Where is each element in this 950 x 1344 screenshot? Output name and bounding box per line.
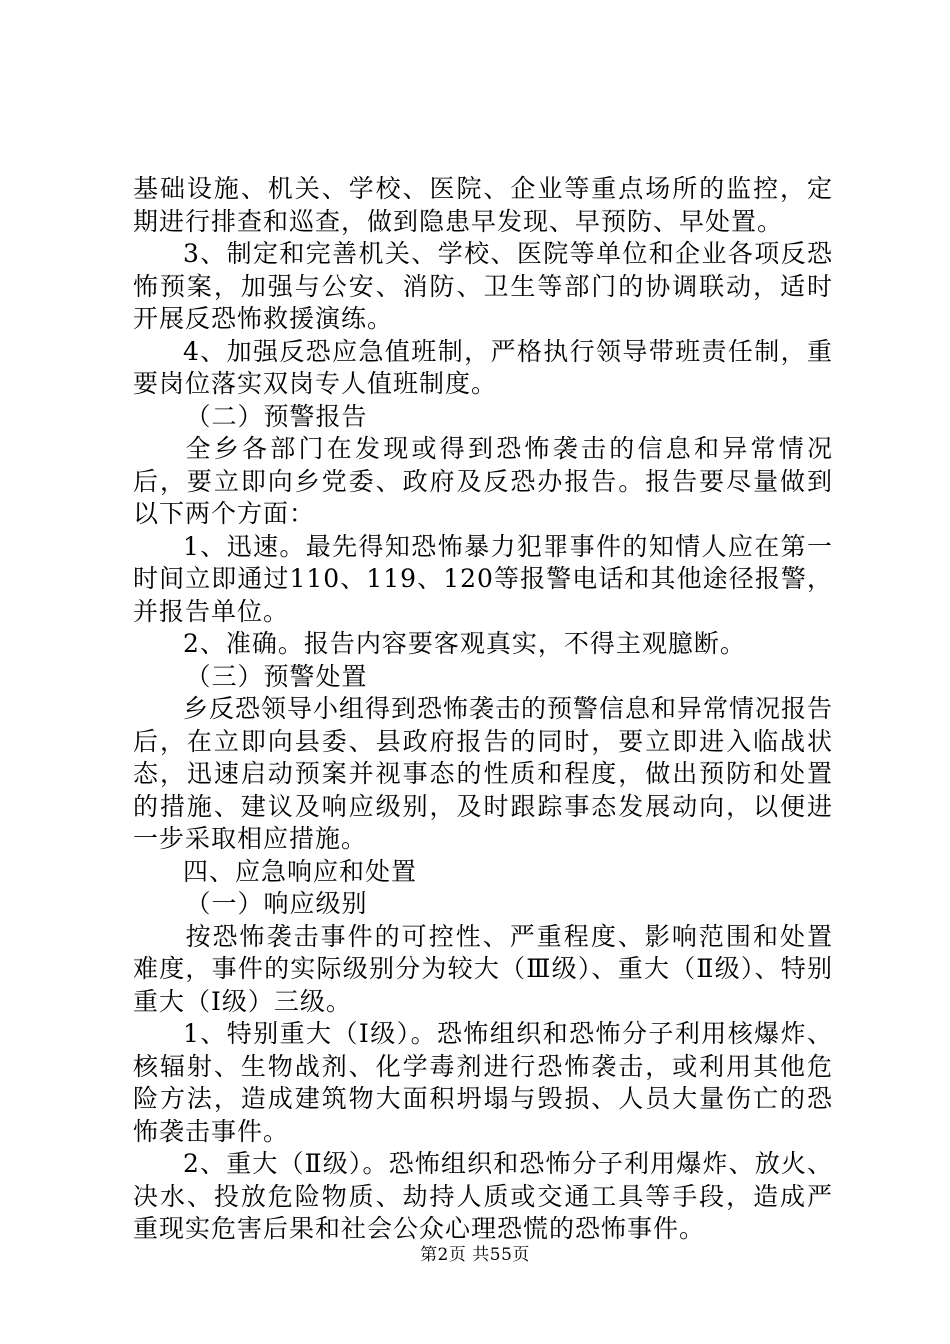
paragraph-1: 基础设施、机关、学校、医院、企业等重点场所的监控，定期进行排查和巡查，做到隐患早发现、早预防、早处置。 [133,174,833,236]
paragraph-13: 1、特别重大（Ⅰ级）。恐怖组织和恐怖分子利用核爆炸、核辐射、生物战剂、化学毒剂进行恐怖袭击，或利用其他危险方法，造成建筑物大面积坍塌与毁损、人员大量伤亡的恐怖袭击事件。 [133,1019,833,1146]
section-heading-warning-handling: （三）预警处置 [185,661,368,691]
paragraph-7: 2、准确。报告内容要客观真实，不得主观臆断。 [183,629,746,658]
paragraph-14: 2、重大（Ⅱ级）。恐怖组织和恐怖分子利用爆炸、放火、决水、投放危险物质、劫持人质或交通工具等手段，造成严重现实危害后果和社会公众心理恐慌的恐怖事件。 [133,1149,833,1243]
paragraph-5: 全乡各部门在发现或得到恐怖袭击的信息和异常情况后，要立即向乡党委、政府及反恐办报告。报告要尽量做到以下两个方面： [133,434,833,528]
section-heading-response-level: （一）响应级别 [185,889,368,918]
paragraph-12: 按恐怖袭击事件的可控性、严重程度、影响范围和处置难度，事件的实际级别分为较大（Ⅲ级）、重大（Ⅱ级）、特别重大（Ⅰ级）三级。 [133,921,833,1016]
paragraph-6: 1、迅速。最先得知恐怖暴力犯罪事件的知情人应在第一时间立即通过110、119、120等报警电话和其他途径报警，并报告单位。 [133,531,833,626]
section-heading-warning-report: （二）预警报告 [185,401,368,431]
paragraph-9: 乡反恐领导小组得到恐怖袭击的预警信息和异常情况报告后，在立即向县委、县政府报告的同时，要立即进入临战状态，迅速启动预案并视事态的性质和程度，做出预防和处置的措施、建议及响应级别，及时跟踪事态发展动向，以便进一步采取相应措施。 [133,694,834,853]
document-body [133,173,833,1246]
paragraph-2: 3、制定和完善机关、学校、医院等单位和企业各项反恐怖预案，加强与公安、消防、卫生等部门的协调联动，适时开展反恐怖救援演练。 [133,239,833,333]
page-number-label: 第2页 共55页 [420,1245,530,1265]
section-heading-emergency-response: 四、应急响应和处置 [183,856,418,886]
page-footer [0,1245,950,1265]
paragraph-3: 4、加强反恐应急值班制，严格执行领导带班责任制，重要岗位落实双岗专人值班制度。 [133,336,833,398]
